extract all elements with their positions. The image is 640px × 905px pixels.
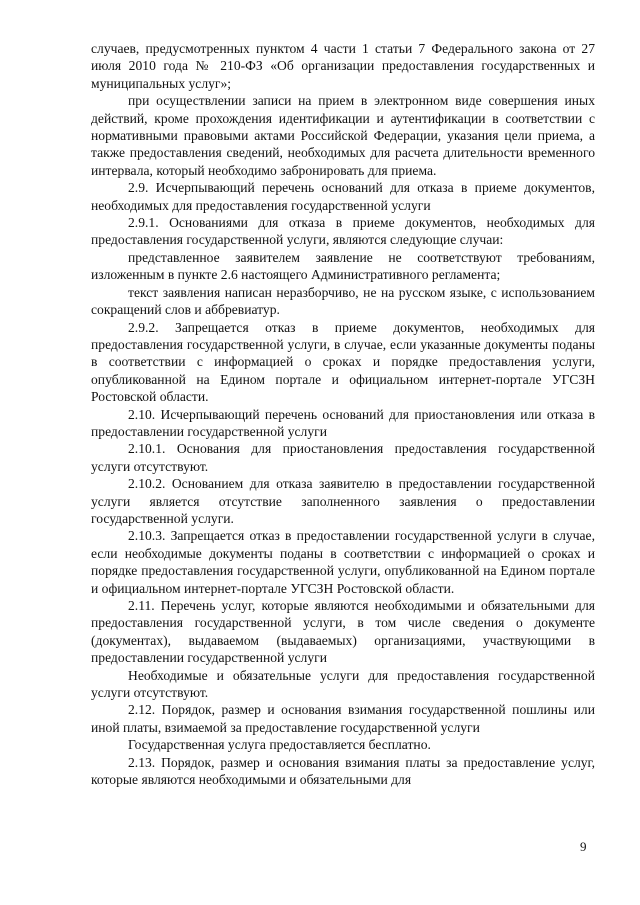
paragraph: Государственная услуга предоставляется бесплатно. [128, 737, 431, 753]
paragraph: 2.10.3. Запрещается отказ в предоставлении государственной услуги в случае, если необходимые документы поданы в соответствии с информацией о сроках и порядке предоставления государственной услуги, опубликованной на Едином портале и официальном интернет-портале УГСЗН Ростовской области. [91, 528, 595, 596]
section-heading-2-10: 2.10. Исчерпывающий перечень оснований для приостановления или отказа в предоставлении государственной услуги [91, 406, 595, 439]
paragraph: при осуществлении записи на прием в электронном виде совершения иных действий, кроме прохождения идентификации и аутентификации в соответствии с нормативными правовыми актами Российской Федерации, указания цели приема, а также предоставления сведений, необходимых для расчета длительности временного интервала, который необходимо забронировать для приема. [91, 93, 595, 178]
section-heading-2-9: 2.9. Исчерпывающий перечень оснований для отказа в приеме документов, необходимых для предоставления государственной услуги [91, 180, 595, 213]
document-body [91, 40, 595, 788]
paragraph: представленное заявителем заявление не соответствуют требованиям, изложенным в пункте 2.6 настоящего Административного регламента; [91, 249, 595, 283]
section-heading-2-11: 2.11. Перечень услуг, которые являются необходимыми и обязательными для предоставления государственной услуги, в том числе сведения о документе (документах), выдаваемом (выдаваемых) организациями, участвующими в предоставлении государственной услуги [91, 598, 595, 666]
section-heading-2-13: 2.13. Порядок, размер и основания взимания платы за предоставление услуг, которые являются необходимыми и обязательными для [91, 754, 595, 788]
paragraph: 2.10.1. Основания для приостановления предоставления государственной услуги отсутствуют. [91, 441, 595, 474]
paragraph: 2.9.1. Основаниями для отказа в приеме документов, необходимых для предоставления государственной услуги, являются следующие случаи: [91, 215, 595, 248]
section-heading-2-12: 2.12. Порядок, размер и основания взимания государственной пошлины или иной платы, взимаемой за предоставление государственной услуги [91, 702, 595, 735]
paragraph: случаев, предусмотренных пунктом 4 части 1 статьи 7 Федерального закона от 27 июля 2010 года № 210-ФЗ «Об организации предоставления государственных и муниципальных услуг»; [91, 41, 595, 91]
paragraph: Необходимые и обязательные услуги для предоставления государственной услуги отсутствуют. [91, 667, 595, 701]
page-number: 9 [580, 839, 587, 854]
paragraph: 2.9.2. Запрещается отказ в приеме документов, необходимых для предоставления государственной услуги, в случае, если указанные документы поданы в соответствии с информацией о сроках и порядке предоставления услуги, опубликованной на Едином портале и официальном интернет-портале УГСЗН Ростовской области. [91, 319, 595, 405]
paragraph: 2.10.2. Основанием для отказа заявителю в предоставлении государственной услуги является отсутствие заполненного заявления о предоставлении государственной услуги. [91, 476, 595, 526]
paragraph: текст заявления написан неразборчиво, не на русском языке, с использованием сокращений слов и аббревиатур. [91, 284, 595, 318]
